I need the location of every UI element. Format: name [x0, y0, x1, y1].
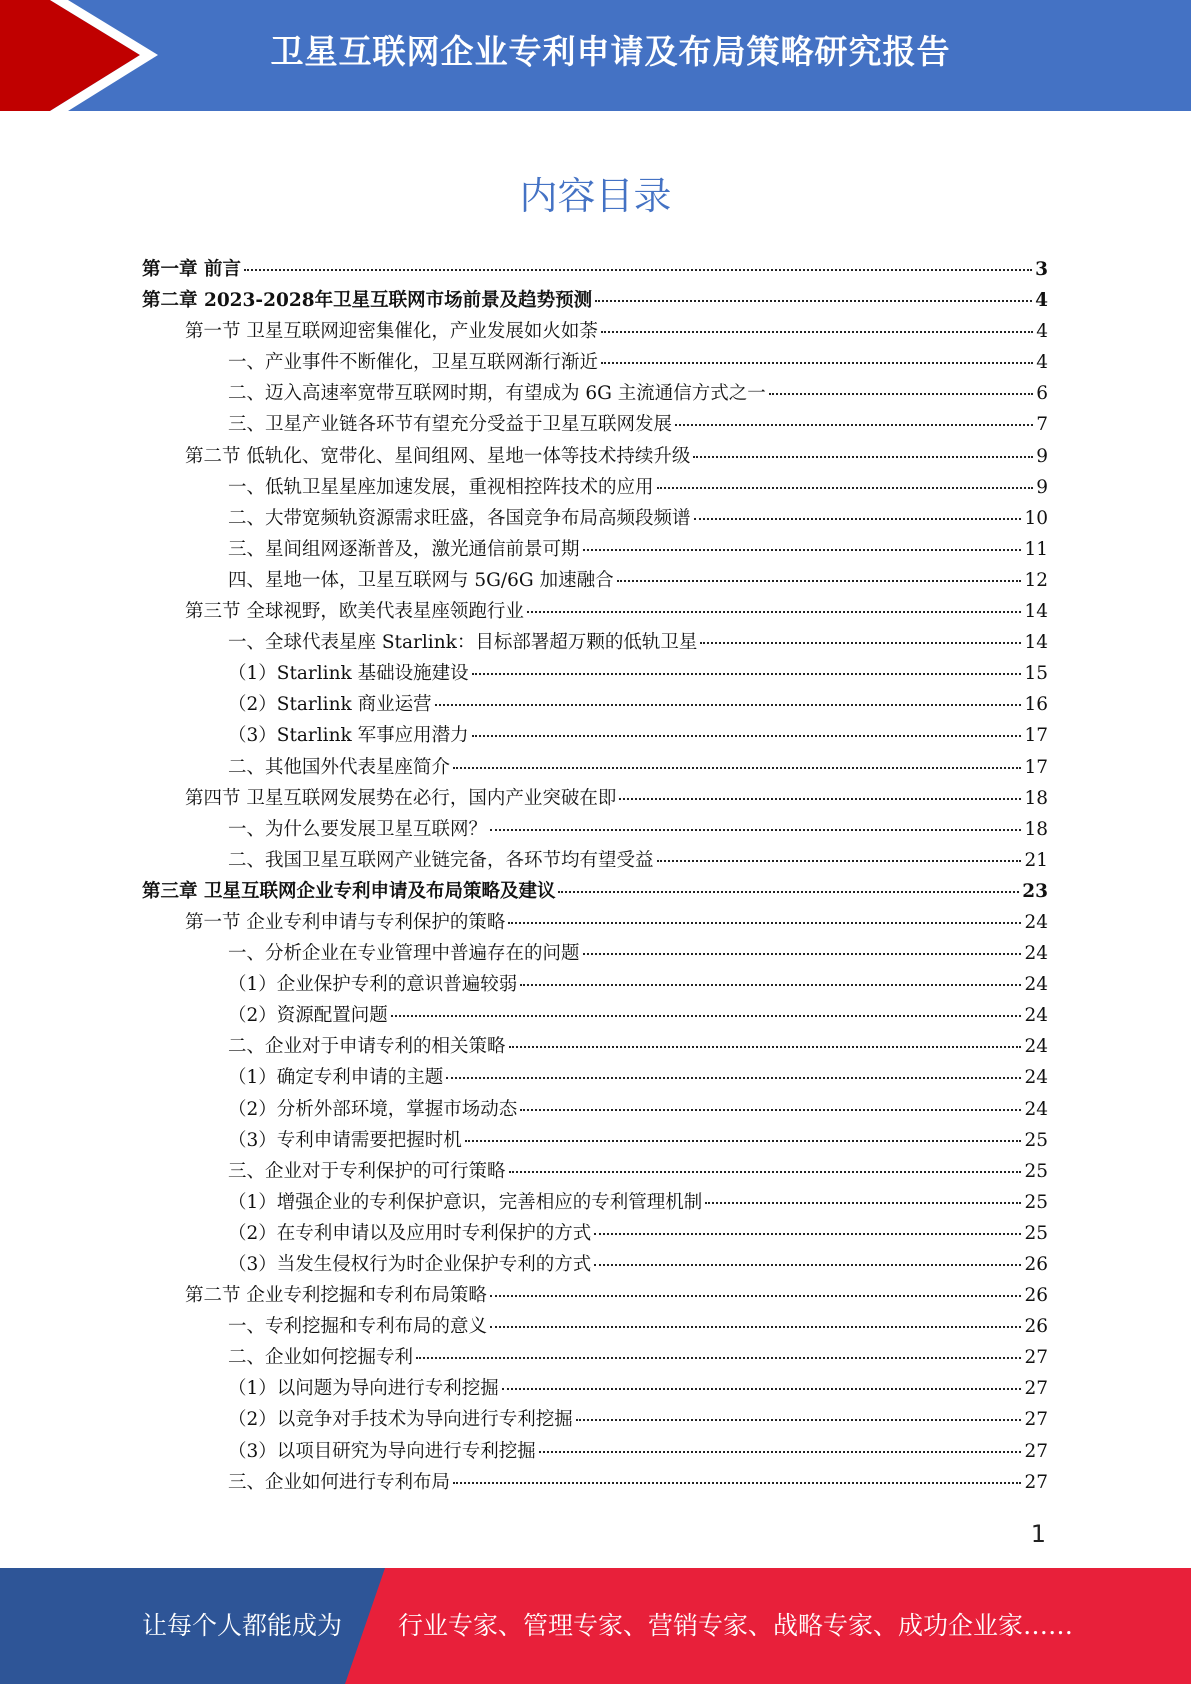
toc-entry-page: 14	[1024, 601, 1048, 623]
toc-leader-dots	[490, 1295, 1022, 1297]
toc-entry-label: 一、为什么要发展卫星互联网？	[228, 818, 488, 840]
toc-entry[interactable]	[142, 1468, 1048, 1499]
page-footer	[0, 1568, 1191, 1684]
toc-entry-page: 23	[1022, 880, 1048, 902]
toc-entry[interactable]	[142, 597, 1048, 628]
toc-entry[interactable]	[142, 1219, 1048, 1250]
toc-entry-label: 第一节 卫星互联网迎密集催化，产业发展如火如荼	[185, 321, 598, 343]
toc-entry-page: 17	[1024, 756, 1048, 778]
toc-entry[interactable]	[142, 1001, 1048, 1032]
toc-leader-dots	[520, 1109, 1021, 1111]
toc-entry-page: 11	[1024, 538, 1048, 560]
toc-entry-page: 9	[1036, 445, 1048, 467]
toc-entry-label: 二、迈入高速率宽带互联网时期，有望成为 6G 主流通信方式之一	[228, 383, 766, 405]
toc-leader-dots	[657, 860, 1022, 862]
toc-leader-dots	[453, 1482, 1021, 1484]
toc-entry-page: 27	[1024, 1378, 1048, 1400]
toc-entry-page: 17	[1024, 725, 1048, 747]
toc-leader-dots	[583, 953, 1022, 955]
toc-entry-label: 二、企业如何挖掘专利	[228, 1347, 414, 1369]
toc-entry-label: 第二节 低轨化、宽带化、星间组网、星地一体等技术持续升级	[185, 445, 691, 467]
toc-entry[interactable]	[142, 348, 1048, 379]
toc-entry[interactable]	[142, 721, 1048, 752]
footer-slogan-left: 让每个人都能成为	[142, 1611, 343, 1640]
toc-entry[interactable]	[142, 286, 1048, 317]
toc-entry[interactable]	[142, 939, 1048, 970]
toc-leader-dots	[657, 487, 1034, 489]
toc-leader-dots	[435, 704, 1022, 706]
toc-entry-label: （3）当发生侵权行为时企业保护专利的方式	[228, 1254, 592, 1275]
toc-entry-page: 27	[1024, 1440, 1048, 1462]
toc-entry-label: 二、其他国外代表星座简介	[228, 756, 451, 778]
toc-entry-label: （2）以竞争对手技术为导向进行专利挖掘	[228, 1409, 573, 1431]
toc-entry[interactable]	[142, 1188, 1048, 1219]
header-red-chevron	[0, 0, 140, 111]
toc-entry-label: （1）以问题为导向进行专利挖掘	[228, 1378, 499, 1400]
toc-entry-label: 三、企业对于专利保护的可行策略	[228, 1160, 506, 1182]
toc-entry-label: 第二节 企业专利挖掘和专利布局策略	[185, 1285, 487, 1307]
toc-leader-dots	[769, 393, 1033, 395]
toc-entry-page: 24	[1024, 1005, 1048, 1027]
toc-entry[interactable]	[142, 1063, 1048, 1094]
table-of-contents	[142, 255, 1048, 1499]
toc-entry-label: 第一章 前言	[142, 259, 241, 280]
toc-entry[interactable]	[142, 1250, 1048, 1281]
toc-entry-label: （2）资源配置问题	[228, 1005, 388, 1027]
toc-leader-dots	[490, 829, 1021, 831]
toc-entry-page: 4	[1036, 321, 1048, 343]
toc-leader-dots	[601, 331, 1033, 333]
toc-entry[interactable]	[142, 815, 1048, 846]
toc-leader-dots	[472, 735, 1022, 737]
toc-entry[interactable]	[142, 535, 1048, 566]
toc-entry-label: （1）Starlink 基础设施建设	[228, 663, 469, 685]
toc-entry-page: 9	[1036, 476, 1048, 498]
toc-leader-dots	[391, 1015, 1022, 1017]
toc-entry-page: 24	[1024, 974, 1048, 996]
toc-entry-page: 26	[1024, 1285, 1048, 1307]
toc-entry[interactable]	[142, 1281, 1048, 1312]
footer-slogan-right: 行业专家、管理专家、营销专家、战略专家、成功企业家……	[398, 1611, 1074, 1640]
toc-entry[interactable]	[142, 1032, 1048, 1063]
toc-entry-label: （3）以项目研究为导向进行专利挖掘	[228, 1440, 536, 1462]
toc-entry-label: 三、卫星产业链各环节有望充分受益于卫星互联网发展	[228, 414, 673, 436]
toc-entry-label: 二、大带宽频轨资源需求旺盛，各国竞争布局高频段频谱	[228, 507, 691, 529]
toc-entry-page: 24	[1024, 911, 1048, 933]
toc-entry-label: 一、全球代表星座 Starlink：目标部署超万颗的低轨卫星	[228, 632, 698, 654]
toc-leader-dots	[490, 1326, 1021, 1328]
toc-leader-dots	[576, 1419, 1022, 1421]
toc-leader-dots	[583, 549, 1022, 551]
toc-entry-page: 12	[1024, 569, 1048, 591]
toc-entry[interactable]	[142, 784, 1048, 815]
toc-entry-label: 一、分析企业在专业管理中普遍存在的问题	[228, 943, 580, 965]
toc-entry-page: 25	[1024, 1160, 1048, 1182]
toc-entry[interactable]	[142, 473, 1048, 504]
toc-entry-page: 18	[1024, 787, 1048, 809]
toc-entry-label: （2）分析外部环境，掌握市场动态	[228, 1098, 518, 1120]
toc-entry-label: （1）增强企业的专利保护意识，完善相应的专利管理机制	[228, 1191, 703, 1213]
toc-entry[interactable]	[142, 255, 1048, 286]
toc-entry[interactable]	[142, 877, 1048, 908]
toc-entry-label: （3）Starlink 军事应用潜力	[228, 725, 469, 747]
toc-entry-label: 三、企业如何进行专利布局	[228, 1471, 451, 1493]
toc-entry[interactable]	[142, 1126, 1048, 1157]
toc-leader-dots	[693, 456, 1033, 458]
toc-entry[interactable]	[142, 690, 1048, 721]
toc-leader-dots	[539, 1451, 1022, 1453]
toc-entry-page: 26	[1024, 1254, 1048, 1275]
toc-leader-dots	[601, 362, 1033, 364]
toc-entry-label: 二、企业对于申请专利的相关策略	[228, 1036, 506, 1058]
toc-entry-page: 27	[1024, 1409, 1048, 1431]
toc-leader-dots	[520, 984, 1021, 986]
toc-entry[interactable]	[142, 566, 1048, 597]
toc-entry[interactable]	[142, 1405, 1048, 1436]
toc-entry[interactable]	[142, 317, 1048, 348]
toc-leader-dots	[594, 1264, 1021, 1266]
toc-entry[interactable]	[142, 846, 1048, 877]
toc-entry-label: 第三章 卫星互联网企业专利申请及布局策略及建议	[142, 880, 556, 902]
toc-leader-dots	[446, 1077, 1021, 1079]
toc-entry-label: （2）在专利申请以及应用时专利保护的方式	[228, 1222, 592, 1244]
toc-entry-page: 10	[1024, 507, 1048, 529]
toc-entry-label: （1）企业保护专利的意识普遍较弱	[228, 974, 518, 996]
toc-entry-page: 26	[1024, 1316, 1048, 1338]
toc-entry-page: 18	[1024, 818, 1048, 840]
toc-entry-page: 16	[1024, 694, 1048, 716]
toc-leader-dots	[594, 1233, 1021, 1235]
toc-entry-label: 第一节 企业专利申请与专利保护的策略	[185, 911, 506, 933]
toc-entry-page: 24	[1024, 943, 1048, 965]
toc-leader-dots	[244, 269, 1032, 271]
toc-entry-page: 15	[1024, 663, 1048, 685]
toc-heading: 内容目录	[519, 174, 672, 218]
toc-leader-dots	[465, 1140, 1022, 1142]
report-title: 卫星互联网企业专利申请及布局策略研究报告	[270, 32, 951, 71]
toc-leader-dots	[453, 767, 1021, 769]
toc-entry[interactable]	[142, 1343, 1048, 1374]
toc-entry[interactable]	[142, 410, 1048, 441]
toc-entry-label: 三、星间组网逐渐普及，激光通信前景可期	[228, 538, 580, 560]
toc-entry-label: 第二章 2023-2028年卫星互联网市场前景及趋势预测	[142, 290, 593, 312]
toc-leader-dots	[619, 798, 1021, 800]
toc-entry-page: 25	[1024, 1191, 1048, 1213]
toc-leader-dots	[595, 300, 1032, 302]
toc-leader-dots	[700, 642, 1021, 644]
toc-entry-page: 3	[1035, 259, 1048, 280]
toc-entry-page: 6	[1036, 383, 1048, 405]
toc-leader-dots	[509, 1046, 1022, 1048]
toc-leader-dots	[617, 580, 1022, 582]
toc-entry-label: 二、我国卫星互联网产业链完备，各环节均有望受益	[228, 849, 654, 871]
toc-entry[interactable]	[142, 1437, 1048, 1468]
toc-entry-page: 7	[1036, 414, 1048, 436]
toc-entry-label: 一、专利挖掘和专利布局的意义	[228, 1316, 488, 1338]
toc-entry[interactable]	[142, 1095, 1048, 1126]
toc-leader-dots	[508, 922, 1021, 924]
toc-entry-label: （3）专利申请需要把握时机	[228, 1129, 462, 1151]
toc-entry[interactable]	[142, 504, 1048, 535]
toc-leader-dots	[675, 424, 1033, 426]
toc-entry-label: 第三节 全球视野，欧美代表星座领跑行业	[185, 601, 524, 623]
toc-entry[interactable]	[142, 753, 1048, 784]
toc-entry-page: 24	[1024, 1067, 1048, 1089]
toc-entry-label: 一、产业事件不断催化，卫星互联网渐行渐近	[228, 352, 599, 374]
toc-leader-dots	[705, 1202, 1021, 1204]
toc-entry-page: 4	[1035, 290, 1048, 312]
page-header	[0, 0, 1191, 111]
toc-leader-dots	[416, 1357, 1021, 1359]
toc-entry-label: 四、星地一体，卫星互联网与 5G/6G 加速融合	[228, 569, 614, 591]
toc-entry[interactable]	[142, 1157, 1048, 1188]
toc-entry-label: 第四节 卫星互联网发展势在必行，国内产业突破在即	[185, 787, 617, 809]
toc-entry[interactable]	[142, 379, 1048, 410]
toc-leader-dots	[502, 1388, 1022, 1390]
toc-leader-dots	[509, 1171, 1022, 1173]
toc-entry[interactable]	[142, 1374, 1048, 1405]
toc-entry-page: 24	[1024, 1098, 1048, 1120]
toc-entry-page: 4	[1036, 352, 1048, 374]
toc-leader-dots	[472, 673, 1022, 675]
toc-entry-label: 一、低轨卫星星座加速发展，重视相控阵技术的应用	[228, 476, 654, 498]
toc-leader-dots	[558, 891, 1019, 893]
toc-entry-page: 27	[1024, 1471, 1048, 1493]
toc-entry[interactable]	[142, 628, 1048, 659]
toc-entry-page: 14	[1024, 632, 1048, 654]
toc-entry-page: 24	[1024, 1036, 1048, 1058]
toc-entry-page: 25	[1024, 1129, 1048, 1151]
toc-entry-label: （2）Starlink 商业运营	[228, 694, 432, 716]
toc-entry-page: 27	[1024, 1347, 1048, 1369]
toc-entry-page: 21	[1024, 849, 1048, 871]
toc-entry[interactable]	[142, 442, 1048, 473]
toc-entry[interactable]	[142, 659, 1048, 690]
toc-entry[interactable]	[142, 970, 1048, 1001]
page-number: 1	[1030, 1520, 1046, 1548]
toc-entry[interactable]	[142, 1312, 1048, 1343]
toc-leader-dots	[694, 518, 1022, 520]
toc-entry-label: （1）确定专利申请的主题	[228, 1067, 444, 1089]
toc-leader-dots	[527, 611, 1022, 613]
toc-entry[interactable]	[142, 908, 1048, 939]
toc-entry-page: 25	[1024, 1222, 1048, 1244]
